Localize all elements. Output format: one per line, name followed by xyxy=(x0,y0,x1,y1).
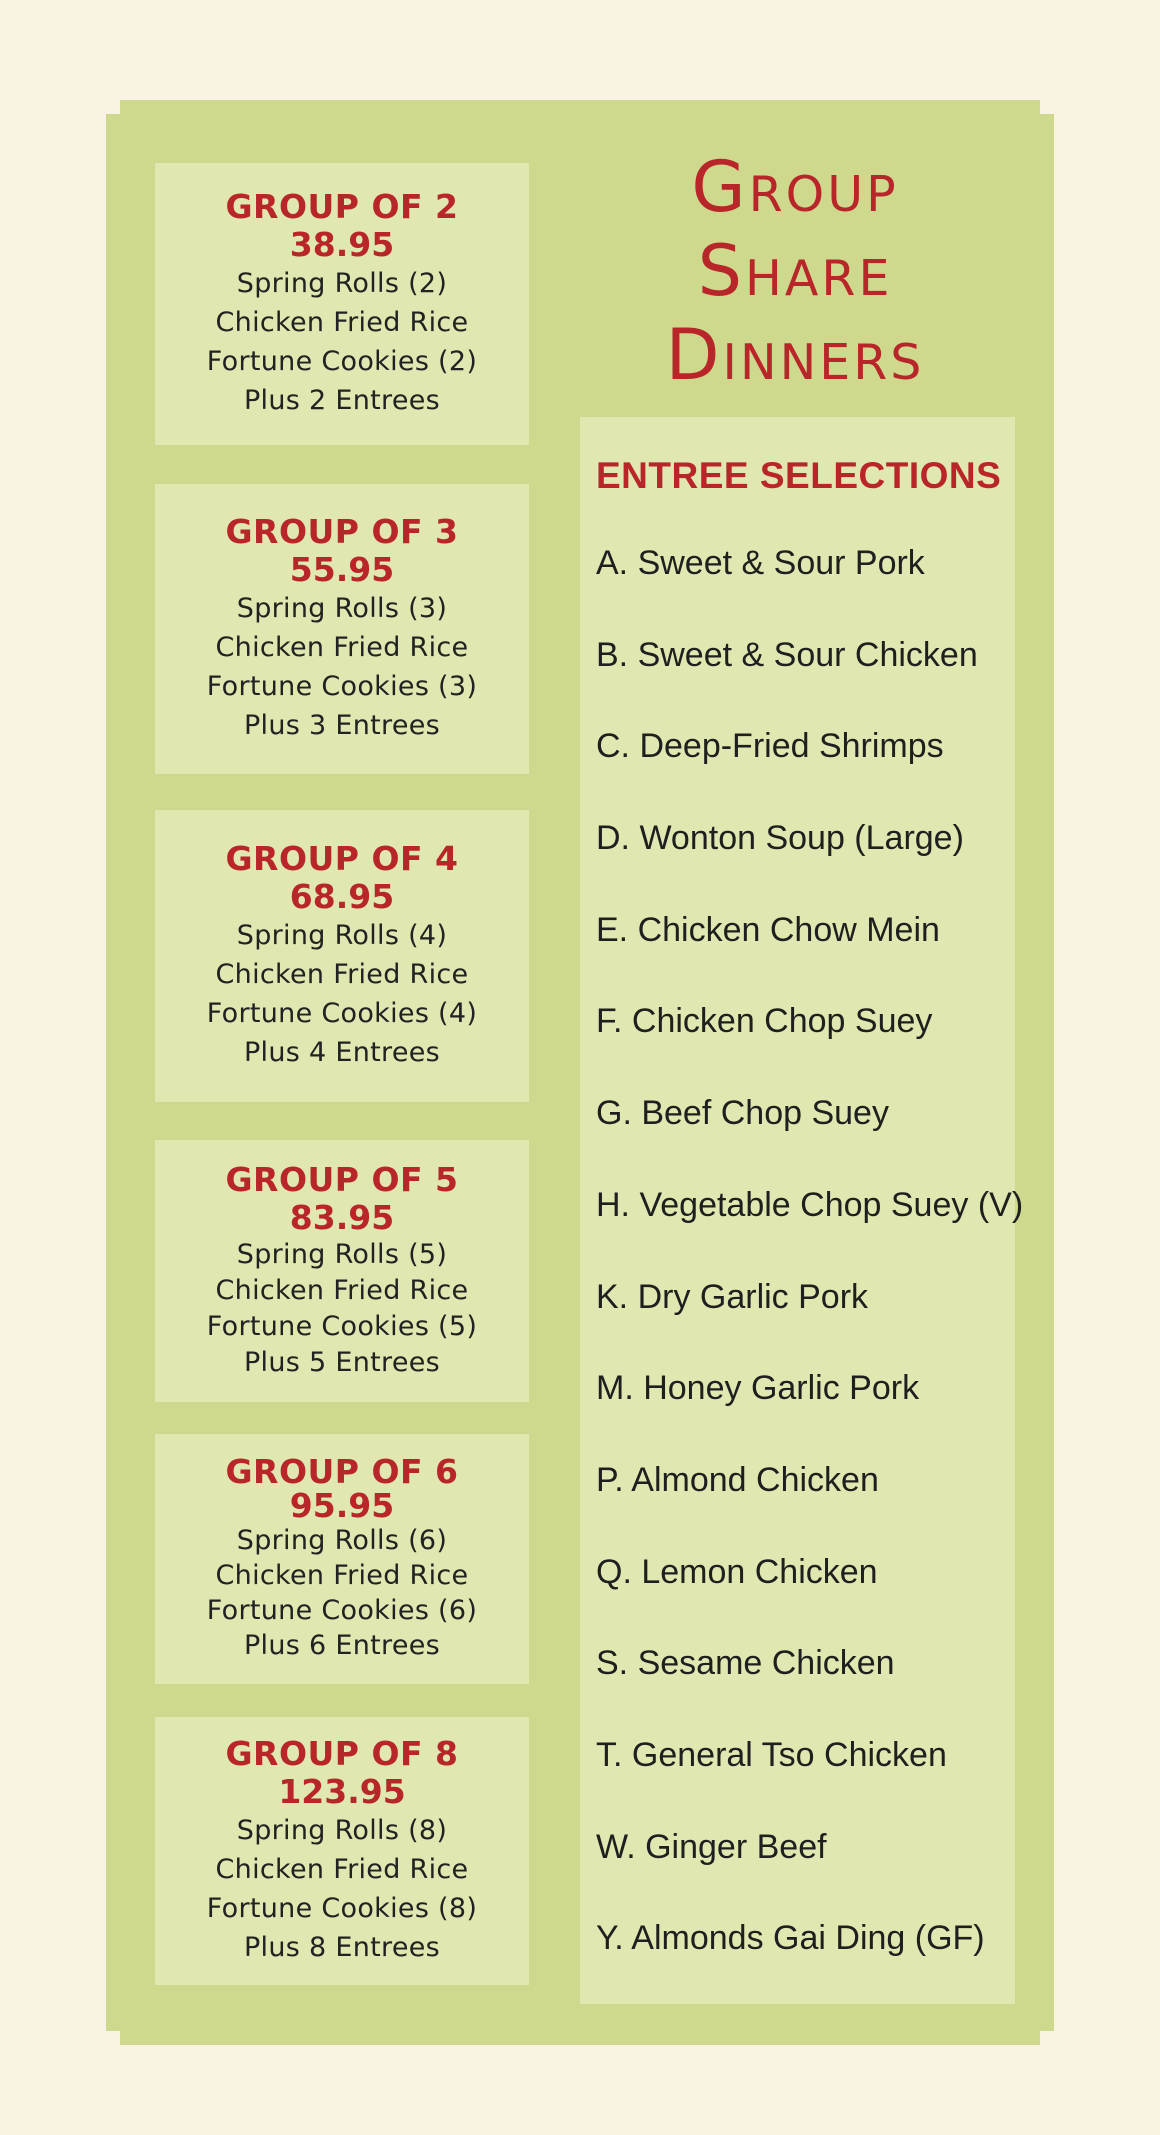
frame-corner-decoration xyxy=(1040,2031,1054,2045)
group-item: Chicken Fried Rice xyxy=(215,959,469,990)
group-item: Fortune Cookies (5) xyxy=(206,1311,478,1342)
group-item: Spring Rolls (6) xyxy=(236,1525,448,1556)
frame-corner-decoration xyxy=(106,2031,120,2045)
group-item: Plus 2 Entrees xyxy=(243,385,441,416)
group-item: Plus 3 Entrees xyxy=(243,710,441,741)
group-item: Chicken Fried Rice xyxy=(215,1275,469,1306)
group-title: GROUP OF 6 xyxy=(225,1452,459,1491)
group-item: Chicken Fried Rice xyxy=(215,632,469,663)
frame-corner-decoration xyxy=(120,2017,132,2029)
group-price: 123.95 xyxy=(278,1772,406,1811)
group-title: GROUP OF 8 xyxy=(225,1734,459,1773)
group-item: Spring Rolls (4) xyxy=(236,920,448,951)
list-item: M. Honey Garlic Pork xyxy=(596,1369,920,1408)
list-item: T. General Tso Chicken xyxy=(596,1735,947,1774)
page-title xyxy=(590,145,1000,397)
list-item: K. Dry Garlic Pork xyxy=(596,1277,869,1316)
frame-corner-decoration xyxy=(1026,114,1038,126)
list-item: W. Ginger Beef xyxy=(596,1827,827,1866)
list-item: F. Chicken Chop Suey xyxy=(596,1002,933,1041)
group-item: Plus 4 Entrees xyxy=(243,1037,441,1068)
group-item: Plus 5 Entrees xyxy=(243,1347,441,1378)
group-title: GROUP OF 3 xyxy=(225,512,459,551)
list-item: S. Sesame Chicken xyxy=(596,1644,895,1683)
list-item: G. Beef Chop Suey xyxy=(596,1094,889,1133)
group-price: 83.95 xyxy=(289,1198,395,1237)
group-of-8-card xyxy=(155,1717,529,1985)
group-item: Plus 8 Entrees xyxy=(243,1932,441,1963)
list-item: C. Deep-Fried Shrimps xyxy=(596,727,944,766)
group-item: Spring Rolls (5) xyxy=(236,1239,448,1270)
group-title: GROUP OF 2 xyxy=(225,187,459,226)
group-item: Spring Rolls (3) xyxy=(236,593,448,624)
group-of-3-card xyxy=(155,484,529,774)
entree-list xyxy=(596,538,1023,2005)
group-item: Spring Rolls (8) xyxy=(236,1815,448,1846)
frame-corner-decoration xyxy=(1026,2017,1038,2029)
list-item: A. Sweet & Sour Pork xyxy=(596,544,925,582)
list-item: D. Wonton Soup (Large) xyxy=(596,819,964,858)
list-item: P. Almond Chicken xyxy=(596,1460,879,1499)
group-item: Fortune Cookies (3) xyxy=(206,671,478,702)
group-item: Chicken Fried Rice xyxy=(215,307,469,338)
title-line: Share xyxy=(697,230,893,312)
group-price: 68.95 xyxy=(289,877,395,916)
group-price: 55.95 xyxy=(289,550,395,589)
list-item: B. Sweet & Sour Chicken xyxy=(596,635,978,674)
list-item: Y. Almonds Gai Ding (GF) xyxy=(596,1919,985,1958)
group-item: Fortune Cookies (2) xyxy=(206,346,478,377)
group-item: Fortune Cookies (8) xyxy=(206,1893,478,1924)
group-item: Plus 6 Entrees xyxy=(243,1630,441,1661)
title-line: Dinners xyxy=(665,314,925,396)
group-item: Chicken Fried Rice xyxy=(215,1854,469,1885)
list-item: E. Chicken Chow Mein xyxy=(596,910,940,949)
group-of-4-card xyxy=(155,810,529,1102)
group-of-2-card xyxy=(155,163,529,445)
list-item: Q. Lemon Chicken xyxy=(596,1552,878,1591)
frame-corner-decoration xyxy=(106,100,120,114)
group-item: Fortune Cookies (4) xyxy=(206,998,478,1029)
group-title: GROUP OF 5 xyxy=(225,1160,459,1199)
entree-selections-heading: ENTREE SELECTIONS xyxy=(596,455,1002,496)
group-item: Fortune Cookies (6) xyxy=(206,1595,478,1626)
group-price: 95.95 xyxy=(289,1486,395,1525)
frame-corner-decoration xyxy=(1040,100,1054,114)
list-item: H. Vegetable Chop Suey (V) xyxy=(596,1185,1024,1224)
group-title: GROUP OF 4 xyxy=(225,839,459,878)
frame-corner-decoration xyxy=(120,114,132,126)
title-line: Group xyxy=(691,146,899,228)
group-of-5-card xyxy=(155,1140,529,1402)
group-item: Spring Rolls (2) xyxy=(236,268,448,299)
group-price: 38.95 xyxy=(289,225,395,264)
group-of-6-card xyxy=(155,1434,529,1684)
group-item: Chicken Fried Rice xyxy=(215,1560,469,1591)
